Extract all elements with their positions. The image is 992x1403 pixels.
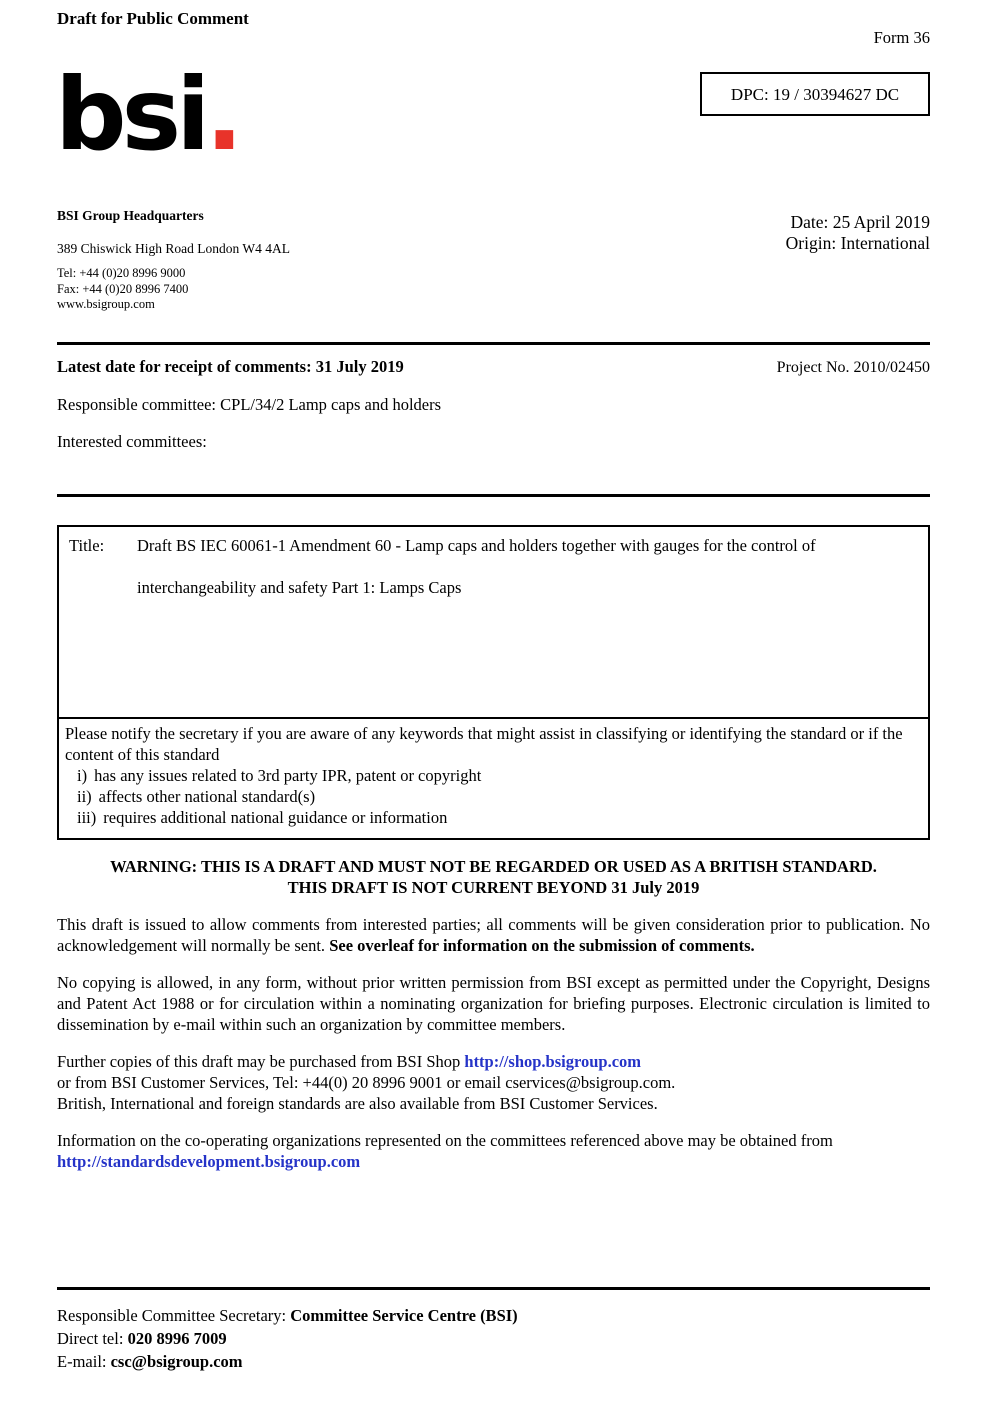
title-line-2: interchangeability and safety Part 1: Lamps Caps (137, 578, 462, 597)
keywords-item-2 (65, 786, 920, 807)
bsi-logo-dot: . (205, 56, 239, 173)
draft-warning-line-2: THIS DRAFT IS NOT CURRENT BEYOND 31 July 2019 (287, 878, 700, 897)
draft-warning-line-1: WARNING: THIS IS A DRAFT AND MUST NOT BE REGARDED OR USED AS A BRITISH STANDARD. (110, 857, 877, 876)
bsi-logo-text: bsi (55, 56, 206, 173)
bsi-tel: Tel: +44 (0)20 8996 9000 (57, 266, 186, 280)
document-origin: Origin: International (785, 233, 930, 253)
interested-committees: Interested committees: (57, 432, 207, 451)
keywords-intro: Please notify the secretary if you are aware of any keywords that might assist in classifying or identifying the standard or if the content of this standard (65, 724, 903, 764)
project-number: Project No. 2010/02450 (776, 359, 930, 376)
dpc-number: DPC: 19 / 30394627 DC (730, 84, 900, 104)
draft-for-public-comment-label: Draft for Public Comment (57, 9, 249, 28)
date-origin-block (786, 212, 930, 254)
keywords-item-2-num: ii) (77, 787, 92, 806)
keywords-item-3-text: requires additional national guidance or information (103, 808, 448, 827)
responsible-committee: Responsible committee: CPL/34/2 Lamp caps and holders (57, 395, 442, 414)
keywords-item-1-num: i) (77, 766, 88, 785)
title-content (137, 535, 918, 709)
dpc-number-box (700, 72, 930, 116)
bsi-website: www.bsigroup.com (57, 297, 155, 311)
document-date: Date: 25 April 2019 (790, 212, 930, 232)
purchase-info-line-1 (57, 1051, 930, 1072)
bsi-logo (55, 56, 239, 173)
paragraph-comments-notice (57, 914, 930, 956)
cooperating-orgs-line-1: Information on the co-operating organizations represented on the committees referenced above may be obtained from (57, 1131, 833, 1150)
paragraph-comments-notice-bold: See overleaf for information on the submission of comments. (329, 936, 755, 955)
form-number: Form 36 (873, 28, 930, 47)
document-header (57, 0, 930, 342)
draft-warning (57, 856, 930, 898)
direct-tel-label: Direct tel: (57, 1329, 128, 1348)
standards-development-link[interactable]: http://standardsdevelopment.bsigroup.com (57, 1152, 361, 1171)
bsi-fax: Fax: +44 (0)20 8996 7400 (57, 281, 189, 296)
title-label: Title: (69, 536, 105, 555)
purchase-info-line-2: or from BSI Customer Services, Tel: +44(0) 20 8996 9001 or email cservices@bsigroup.com. (57, 1073, 676, 1092)
divider-rule-top (57, 342, 930, 345)
paragraph-cooperating-orgs (57, 1130, 930, 1172)
keywords-item-1 (65, 765, 920, 786)
latest-comments-date: Latest date for receipt of comments: 31 July 2019 (57, 357, 404, 376)
keywords-item-1-text: has any issues related to 3rd party IPR, patent or copyright (94, 766, 482, 785)
footer-secretary-line (57, 1304, 930, 1327)
bsi-shop-link[interactable]: http://shop.bsigroup.com (464, 1052, 642, 1071)
direct-tel-value: 020 8996 7009 (127, 1329, 227, 1348)
secretary-value: Committee Service Centre (BSI) (290, 1306, 518, 1325)
purchase-info-line-3: British, International and foreign standards are also available from BSI Customer Services. (57, 1094, 658, 1113)
title-box (57, 525, 930, 719)
secretary-label: Responsible Committee Secretary: (57, 1306, 291, 1325)
paragraph-purchase-info (57, 1051, 930, 1114)
keywords-box (57, 717, 930, 840)
keywords-item-3-num: iii) (77, 808, 97, 827)
footer-tel-line (57, 1327, 930, 1350)
title-line-1: Draft BS IEC 60061-1 Amendment 60 - Lamp caps and holders together with gauges for the control of (137, 536, 816, 555)
keywords-item-2-text: affects other national standard(s) (98, 787, 316, 806)
paragraph-comments-notice-text: This draft is issued to allow comments from interested parties; all comments will be given consideration prior to publication. No acknowledgement will normally be sent. (57, 915, 930, 955)
purchase-info-text: Further copies of this draft may be purchased from BSI Shop (57, 1052, 465, 1071)
document-footer (57, 1304, 930, 1373)
bsi-hq-label: BSI Group Headquarters (57, 208, 204, 223)
email-label: E-mail: (57, 1352, 111, 1371)
keywords-item-3 (65, 807, 920, 828)
bsi-contact-block (57, 266, 188, 313)
paragraph-copyright-notice: No copying is allowed, in any form, without prior written permission from BSI except as permitted under the Copyright, Designs and Patent Act 1988 or for circulation within a nominating organization for briefing purposes. Electronic circulation is limited to dissemination by e-mail within such an organization by committee members. (57, 973, 930, 1034)
email-value: csc@bsigroup.com (110, 1352, 243, 1371)
footer-email-line (57, 1350, 930, 1373)
bsi-address: 389 Chiswick High Road London W4 4AL (57, 241, 290, 256)
comments-deadline-row (57, 356, 930, 378)
divider-rule-bottom (57, 1287, 930, 1290)
divider-rule-middle (57, 494, 930, 497)
